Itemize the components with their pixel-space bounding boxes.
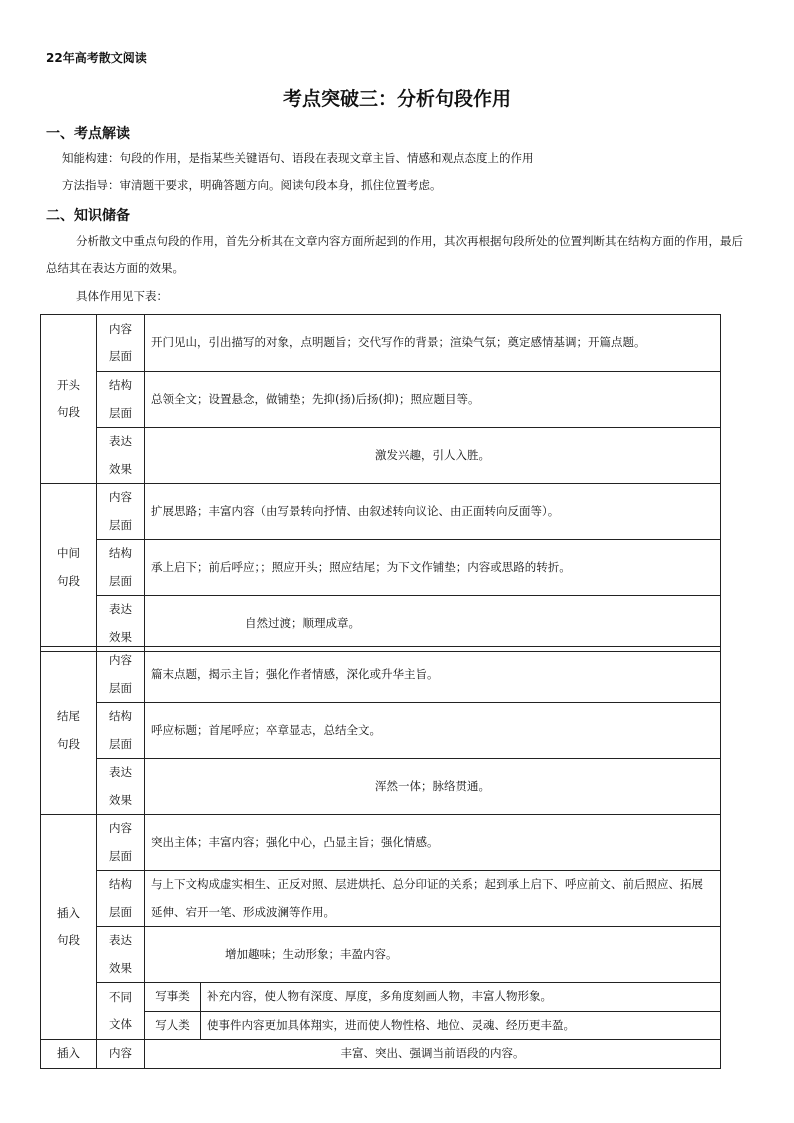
genre-label: 不同文体 xyxy=(97,983,145,1040)
ending-effect: 浑然一体；脉络贯通。 xyxy=(145,759,721,815)
expression-effect-label: 表达效果 xyxy=(97,428,145,484)
opening-structure: 总领全文；设置悬念，做铺垫；先抑(扬)后扬(抑)；照应题目等。 xyxy=(145,372,721,428)
insert-short-content: 丰富、突出、强调当前语段的内容。 xyxy=(145,1040,721,1069)
section-2-heading: 二、知识储备 xyxy=(46,208,130,224)
table-intro: 具体作用见下表： xyxy=(76,289,168,303)
expression-effect-label: 表达效果 xyxy=(97,596,145,652)
middle-label: 中间句段 xyxy=(41,484,97,652)
document-header: 22年高考散文阅读 xyxy=(46,51,147,65)
ending-content: 篇末点题，揭示主旨；强化作者情感，深化或升华主旨。 xyxy=(145,647,721,703)
method-line: 方法指导：审清题干要求，明确答题方向。阅读句段本身，抓住位置考虑。 xyxy=(62,178,442,192)
insert-label: 插入句段 xyxy=(41,815,97,1040)
middle-effect: 自然过渡；顺理成章。 xyxy=(145,596,721,652)
middle-structure: 承上启下；前后呼应；；照应开头；照应结尾；为下文作铺垫；内容或思路的转折。 xyxy=(145,540,721,596)
structure-level-label: 结构层面 xyxy=(97,703,145,759)
insert-effect: 增加趣味；生动形象；丰盈内容。 xyxy=(145,927,721,983)
expression-effect-label: 表达效果 xyxy=(97,927,145,983)
structure-level-label: 结构层面 xyxy=(97,372,145,428)
content-level-label: 内容层面 xyxy=(97,315,145,372)
content-level-label: 内容层面 xyxy=(97,815,145,871)
opening-effect: 激发兴趣，引人入胜。 xyxy=(145,428,721,484)
genre-event-text: 补充内容，使人物有深度、厚度，多角度刻画人物，丰富人物形象。 xyxy=(201,983,721,1012)
insert-short-label: 插入 xyxy=(41,1040,97,1069)
structure-level-label: 结构层面 xyxy=(97,871,145,927)
function-table-lower xyxy=(40,646,721,1069)
opening-label: 开头句段 xyxy=(41,315,97,484)
section-2-paragraph: 分析散文中重点句段的作用，首先分析其在文章内容方面所起到的作用，其次再根据句段所处的位置判断其在结构方面的作用，最后总结其在表达方面的效果。 xyxy=(46,234,743,275)
ending-structure: 呼应标题；首尾呼应；卒章显志，总结全文。 xyxy=(145,703,721,759)
content-short-label: 内容 xyxy=(97,1040,145,1069)
section-1-heading: 一、考点解读 xyxy=(46,126,130,142)
page-title: 考点突破三：分析句段作用 xyxy=(282,88,511,110)
opening-content: 开门见山，引出描写的对象，点明题旨；交代写作的背景；渲染气氛；奠定感情基调；开篇点题。 xyxy=(145,315,721,372)
content-level-label: 内容层面 xyxy=(97,647,145,703)
insert-structure: 与上下文构成虚实相生、正反对照、层进烘托、总分印证的关系；起到承上启下、呼应前文、前后照应、拓展延伸、宕开一笔、形成波澜等作用。 xyxy=(145,871,721,927)
function-table xyxy=(40,314,721,652)
content-level-label: 内容层面 xyxy=(97,484,145,540)
genre-person-text: 使事件内容更加具体翔实，进而使人物性格、地位、灵魂、经历更丰盈。 xyxy=(201,1011,721,1040)
middle-content: 扩展思路；丰富内容（由写景转向抒情、由叙述转向议论、由正面转向反面等）。 xyxy=(145,484,721,540)
knowledge-line: 知能构建：句段的作用，是指某些关键语句、语段在表现文章主旨、情感和观点态度上的作用 xyxy=(62,151,534,165)
insert-content: 突出主体；丰富内容；强化中心，凸显主旨；强化情感。 xyxy=(145,815,721,871)
expression-effect-label: 表达效果 xyxy=(97,759,145,815)
ending-label: 结尾句段 xyxy=(41,647,97,815)
structure-level-label: 结构层面 xyxy=(97,540,145,596)
genre-event-label: 写事类 xyxy=(145,983,201,1012)
genre-person-label: 写人类 xyxy=(145,1011,201,1040)
